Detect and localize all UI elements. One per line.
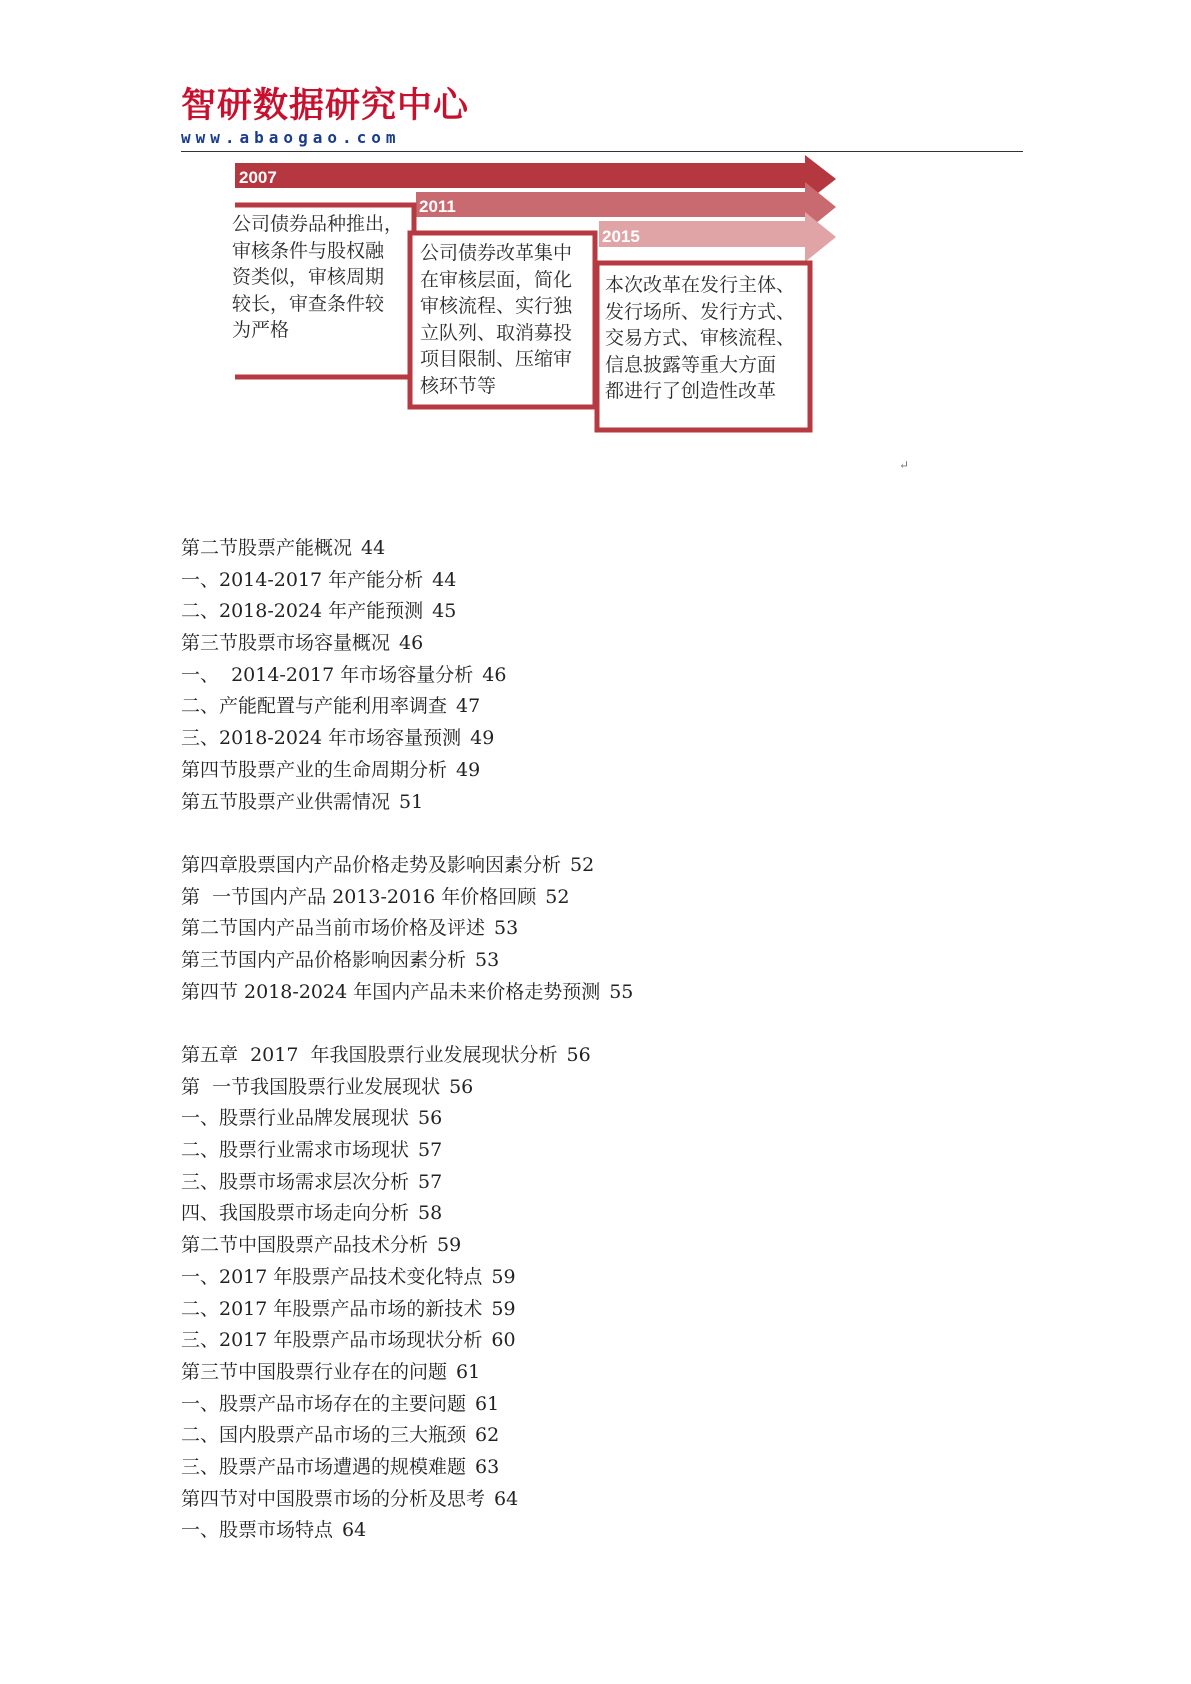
toc-entry: 二、2018-2024 年产能预测 45 [181,600,457,623]
timeline-line: 信息披露等重大方面 [605,353,777,376]
toc-spacer [181,1008,633,1040]
toc-entry: 第 一节我国股票行业发展现状 56 [181,1075,474,1098]
timeline-line: 本次改革在发行主体、 [605,274,796,296]
toc-entry: 第二节股票产能概况 44 [181,537,386,559]
brand-url: www.abaogao.com [181,128,401,147]
timeline-line: 在审核层面，简化 [420,268,573,291]
timeline-line: 交易方式、审核流程、 [605,327,796,349]
toc-entry: 四、我国股票市场走向分析 58 [181,1202,443,1225]
toc-entry: 三、2018-2024 年市场容量预测 49 [181,727,495,750]
timeline-text-2015 [605,272,795,405]
toc-entry: 第四章股票国内产品价格走势及影响因素分析 52 [181,853,595,876]
year-label-2007: 2007 [239,168,277,187]
timeline-line: 审核条件与股权融 [232,239,385,262]
toc-entry: 第四节股票产业的生命周期分析 49 [181,758,481,781]
brand-title: 智研数据研究中心 [181,86,470,126]
toc-entry: 一、股票市场特点 64 [181,1519,367,1542]
paragraph-mark-icon: ↵ [899,458,910,472]
toc-entry: 第四节 2018-2024 年国内产品未来价格走势预测 55 [181,980,634,1003]
toc-entry: 一、股票产品市场存在的主要问题 61 [181,1392,500,1415]
toc-entry: 第三节国内产品价格影响因素分析 53 [181,948,500,971]
toc-entry: 二、2017 年股票产品市场的新技术 59 [181,1297,516,1320]
toc-entry: 第四节对中国股票市场的分析及思考 64 [181,1487,519,1510]
brand-logo [181,86,469,147]
timeline-line: 公司债券改革集中 [420,242,573,264]
toc-entry: 二、国内股票产品市场的三大瓶颈 62 [181,1424,500,1447]
timeline-line: 为严格 [232,319,290,341]
timeline-line: 都进行了创造性改革 [605,380,777,402]
toc-entry: 第 一节国内产品 2013-2016 年价格回顾 52 [181,885,570,908]
timeline-text-2007 [232,211,403,344]
toc-entry: 一、股票行业品牌发展现状 56 [181,1107,443,1130]
timeline-line: 核环节等 [420,374,497,397]
toc-entry: 第五章 2017 年我国股票行业发展现状分析 56 [181,1044,591,1066]
timeline-line: 项目限制、压缩审 [420,348,573,370]
toc-entry: 三、股票产品市场遭遇的规模难题 63 [181,1455,500,1478]
toc-entry: 第五节股票产业供需情况 51 [181,790,424,813]
toc-entry: 二、股票行业需求市场现状 57 [181,1139,443,1162]
year-label-2011: 2011 [419,197,456,216]
table-of-contents [181,533,633,1547]
toc-entry: 一、 2014-2017 年市场容量分析 46 [181,663,507,686]
timeline-line: 资类似，审核周期 [232,266,385,288]
toc-spacer [181,818,633,850]
toc-entry: 一、2014-2017 年产能分析 44 [181,568,457,591]
timeline-line: 立队列、取消募投 [420,321,573,344]
toc-entry: 第二节国内产品当前市场价格及评述 53 [181,917,519,940]
timeline-text-2011 [420,240,572,399]
toc-entry: 二、产能配置与产能利用率调查 47 [181,695,481,718]
toc-entry: 三、股票市场需求层次分析 57 [181,1170,443,1193]
header-divider [181,151,1023,152]
timeline-line: 审核流程、实行独 [420,295,573,317]
year-label-2015: 2015 [602,227,640,246]
toc-entry: 第三节中国股票行业存在的问题 61 [181,1360,481,1383]
timeline-line: 发行场所、发行方式、 [605,300,796,323]
timeline-line: 较长，审查条件较 [232,292,385,315]
toc-entry: 第三节股票市场容量概况 46 [181,632,424,655]
timeline-line: 公司债券品种推出， [232,213,404,235]
toc-entry: 第二节中国股票产品技术分析 59 [181,1234,462,1257]
toc-entry: 三、2017 年股票产品市场现状分析 60 [181,1329,516,1352]
toc-entry: 一、2017 年股票产品技术变化特点 59 [181,1265,516,1288]
timeline-diagram [232,155,905,480]
